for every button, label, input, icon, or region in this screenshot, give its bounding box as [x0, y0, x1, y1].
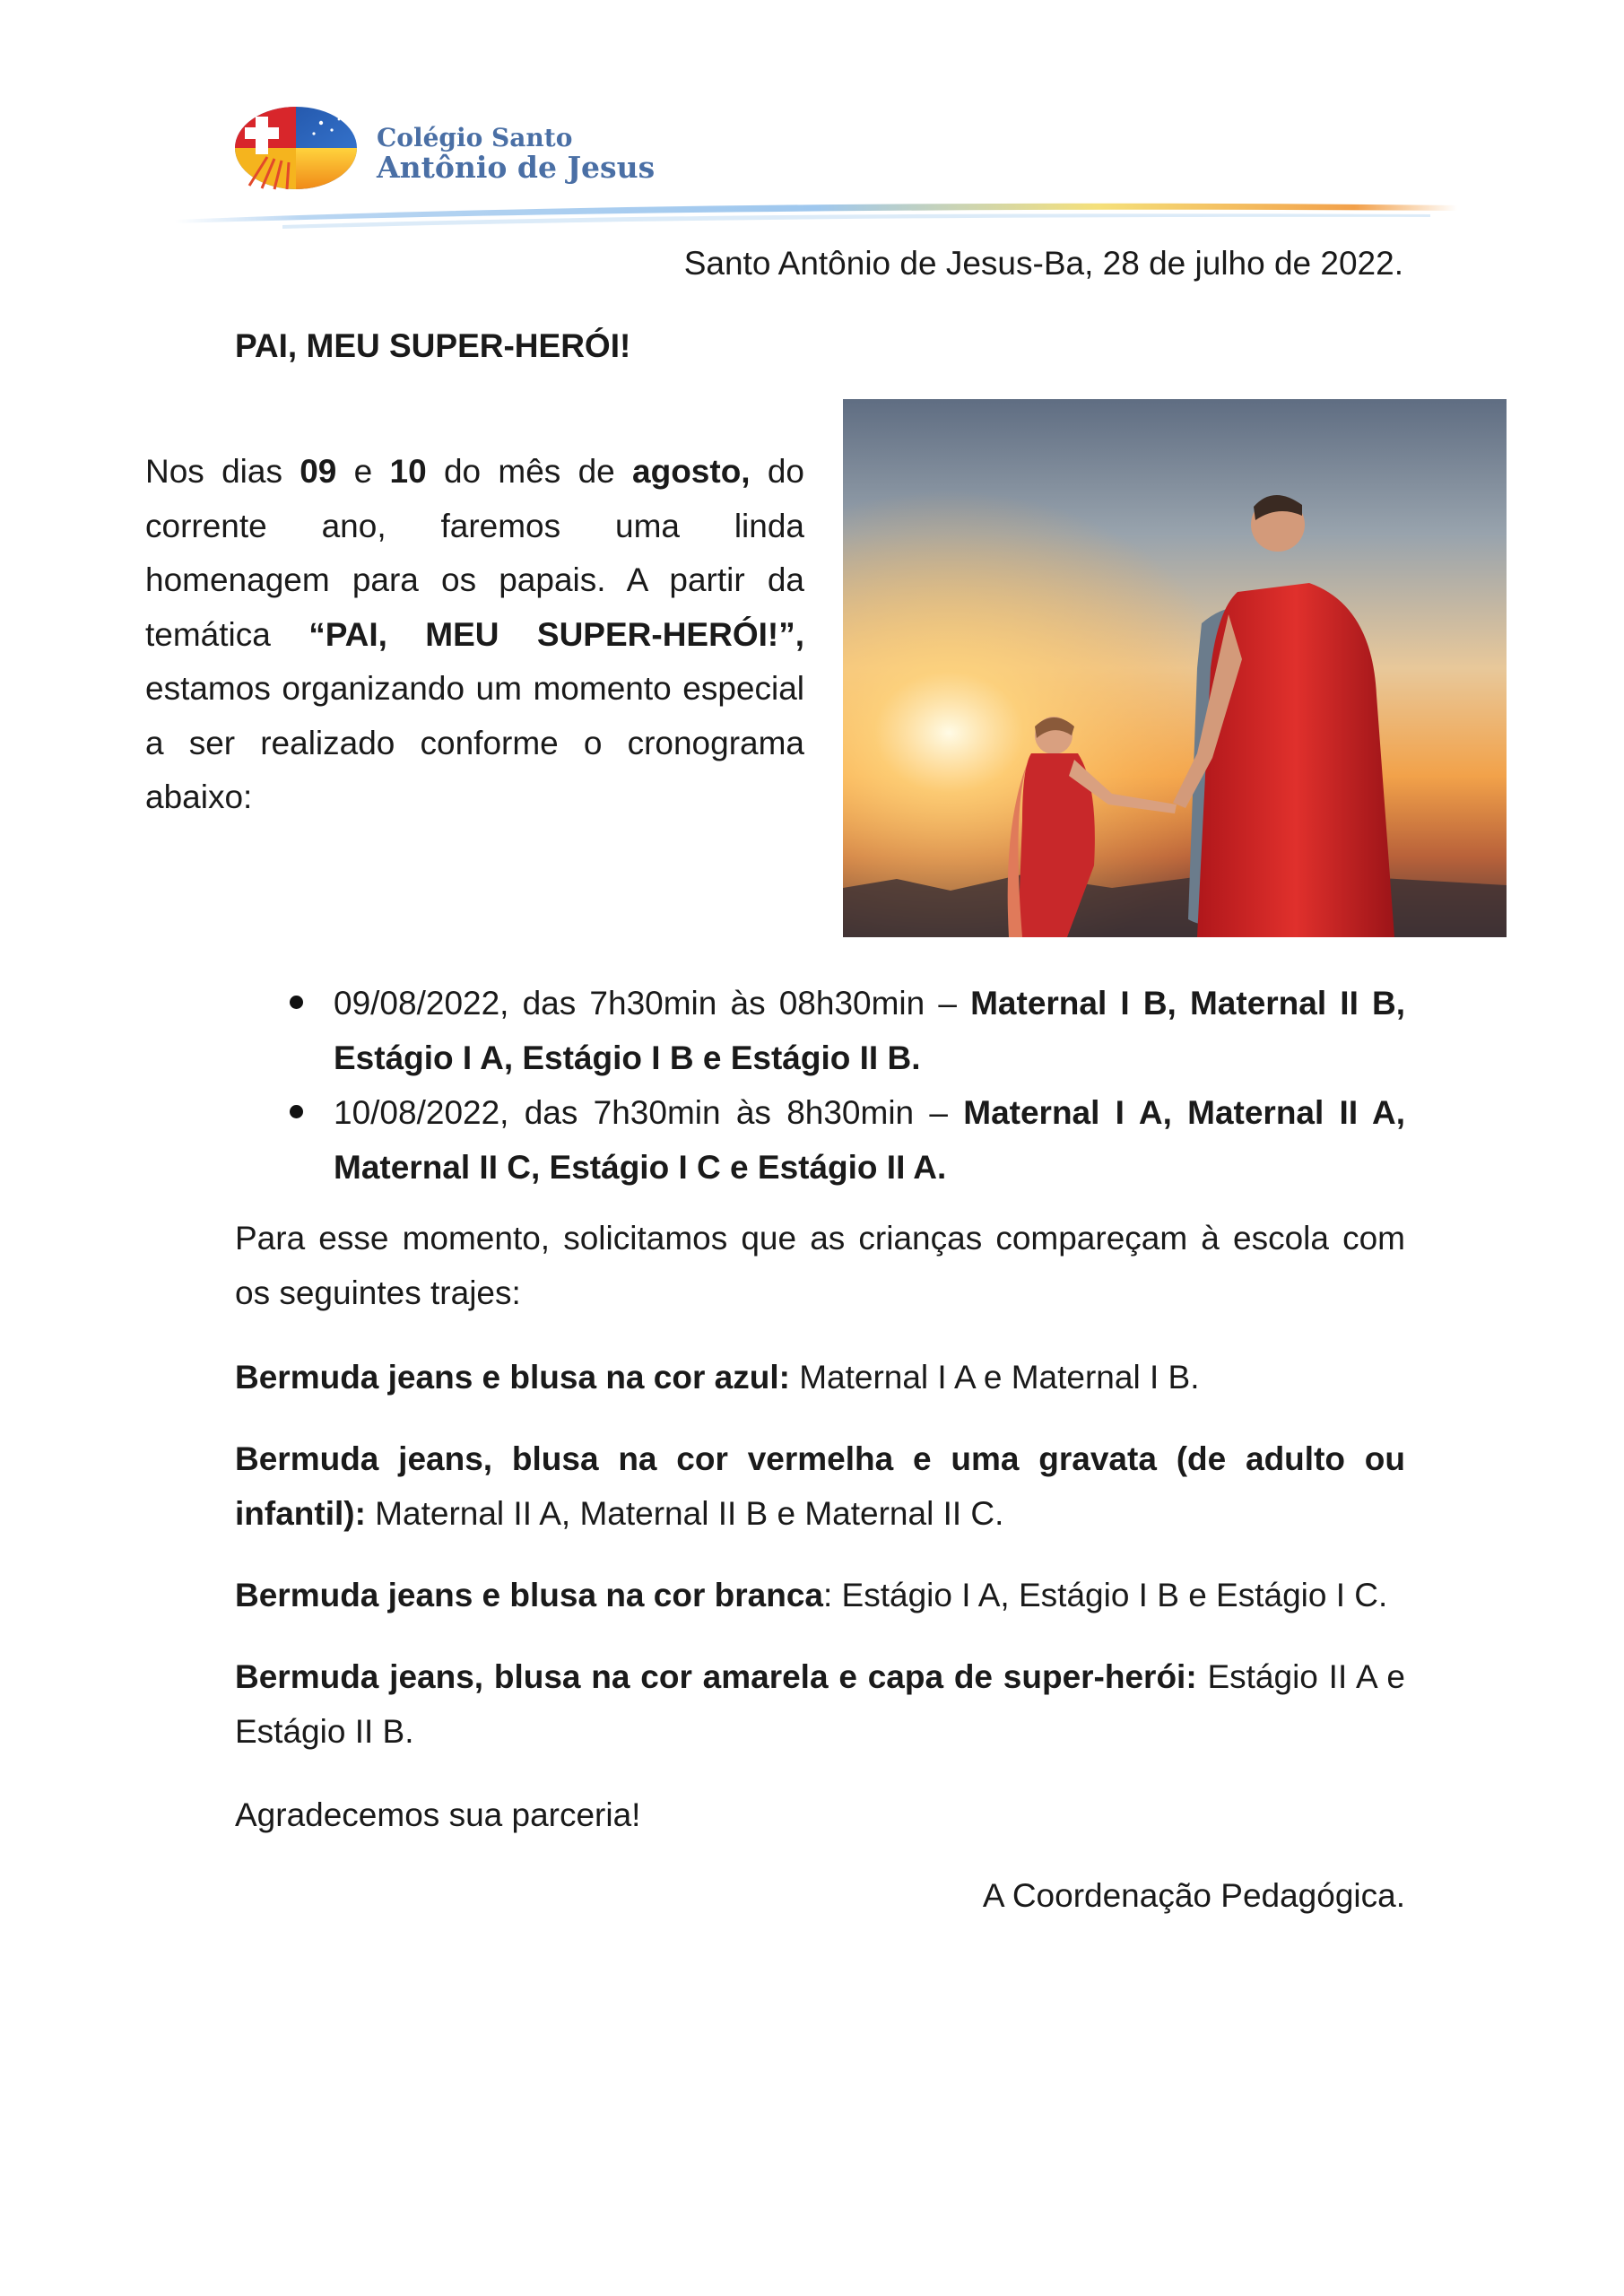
school-name [377, 123, 656, 185]
hero-photo [843, 399, 1507, 937]
intro-paragraph: Nos dias 09 e 10 do mês de agosto, do corrente ano, faremos uma linda homenagem para os papais. A partir da temática “PAI, MEU SUPER-HERÓI!”, estamos organizando um momento especial a ser realizado conforme o cronograma abaixo: [145, 453, 805, 815]
school-name-line2: Antônio de Jesus [377, 150, 656, 185]
outfit-item: Bermuda jeans e blusa na cor branca: Estágio I A, Estágio I B e Estágio I C. [235, 1577, 1388, 1613]
schedule-list [334, 976, 1405, 1195]
outfit-item: Bermuda jeans, blusa na cor amarela e capa de super-herói: Estágio II A e Estágio II B. [235, 1658, 1405, 1750]
school-name-line1: Colégio Santo [377, 123, 573, 152]
thanks-line: Agradecemos sua parceria! [235, 1796, 641, 1833]
school-crest-logo-icon [231, 103, 366, 193]
bullet-icon [290, 1105, 303, 1118]
page-title: PAI, MEU SUPER-HERÓI! [235, 327, 631, 364]
header-swoosh-divider [175, 193, 1457, 233]
outfit-item: Bermuda jeans e blusa na cor azul: Maternal I A e Maternal I B. [235, 1359, 1200, 1396]
bullet-icon [290, 996, 303, 1009]
outfit-item: Bermuda jeans, blusa na cor vermelha e uma gravata (de adulto ou infantil): Maternal II A, Maternal II B e Maternal II C. [235, 1440, 1405, 1532]
list-item: 09/08/2022, das 7h30min às 08h30min – Maternal I B, Maternal II B, Estágio I A, Estágio I B e Estágio II B. [334, 976, 1405, 1085]
signature-line: A Coordenação Pedagógica. [982, 1877, 1405, 1914]
request-paragraph: Para esse momento, solicitamos que as crianças compareçam à escola com os seguintes trajes: [235, 1220, 1405, 1311]
date-line: Santo Antônio de Jesus-Ba, 28 de julho de 2022. [683, 245, 1403, 282]
list-item: 10/08/2022, das 7h30min às 8h30min – Maternal I A, Maternal II A, Maternal II C, Estágio I C e Estágio II A. [334, 1085, 1405, 1195]
